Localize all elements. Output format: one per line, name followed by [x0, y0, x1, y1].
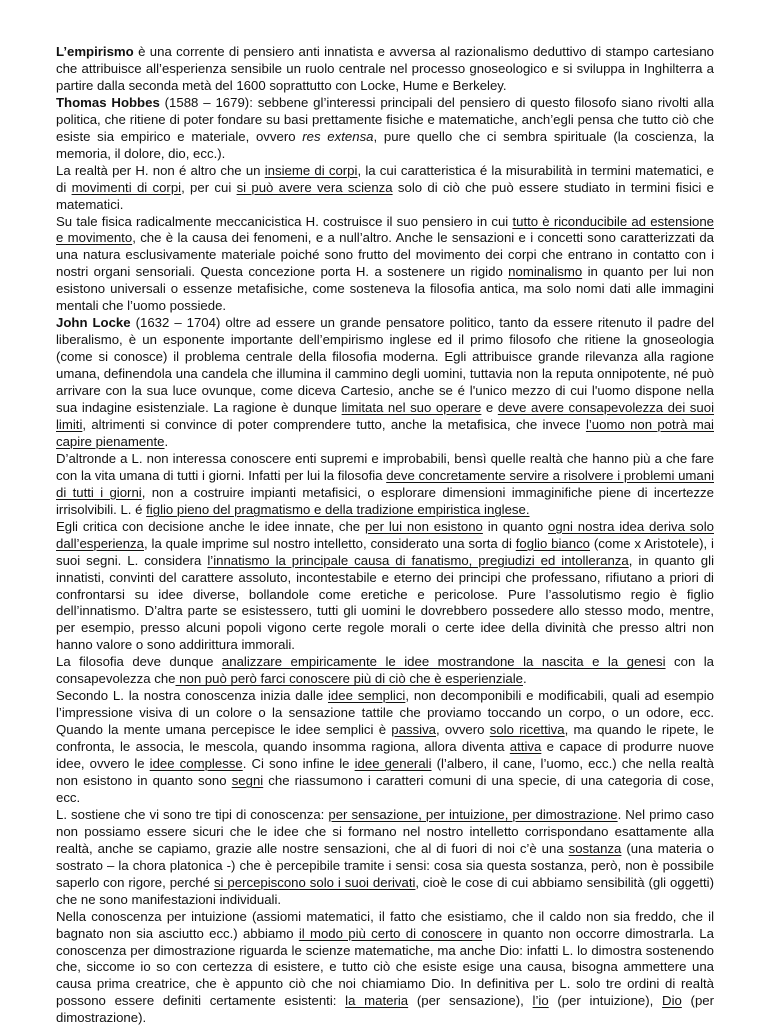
paragraph-locke-idee: Secondo L. la nostra conoscenza inizia dalle idee semplici, non decomponibili e modificabili, quali ad esempio l’impressione visiva di un colore o la sensazione tattile che proviamo toccando un corpo, o un odore, ecc. Quando la mente umana percepisce le idee semplici è passiva, ovvero solo ricettiva, ma quando le ripete, le confronta, le associa, le mescola, quando insomma ragiona, allora diventa attiva e capace di produrre nuove idee, ovvero le idee complesse. Ci sono infine le idee generali (l’albero, il cane, l’uomo, ecc.) che nella realtà non esistono in quanto sono segni che riassumono i caratteri comuni di una specie, di una categoria di cose, ecc. [56, 688, 715, 805]
underlined-phrase: movimenti di corpi [71, 179, 182, 195]
underlined-phrase: sostanza [568, 840, 622, 856]
document-page [56, 44, 714, 1027]
term-empirismo: L’empirismo [56, 44, 134, 59]
underlined-phrase: la materia [345, 993, 409, 1009]
underlined-phrase: Dio [662, 993, 682, 1009]
underlined-phrase: l’io [532, 993, 549, 1009]
underlined-phrase: idee generali [354, 756, 432, 772]
underlined-phrase: tutto è riconducibile ad estensione e movimento [56, 213, 714, 246]
underlined-phrase: ogni nostra idea deriva solo dall’esperienza [56, 518, 714, 551]
paragraph-locke-filosofia: D’altronde a L. non interessa conoscere enti supremi e improbabili, bensì quelle realtà che hanno più a che fare con la vita umana di tutti i giorni. Infatti per lui la filosofia deve concretamente servire a risolvere i problemi umani di tutti i giorni, non a costruire impianti metafisici, o esplorare dimensioni immaginifiche piene di incertezze irrisolvibili. L. é figlio pieno del pragmatismo e della tradizione empiristica inglese. [56, 450, 714, 517]
underlined-phrase: idee complesse [149, 756, 243, 772]
underlined-phrase: l’innatismo la principale causa di fanatismo, pregiudizi ed intolleranza [207, 552, 629, 568]
underlined-phrase: insieme di corpi [264, 162, 358, 178]
name-thomas-hobbes: Thomas Hobbes [56, 94, 160, 110]
term-res-extensa: res extensa [302, 128, 374, 144]
underlined-phrase: passiva [391, 722, 436, 738]
underlined-phrase: figlio pieno del pragmatismo e della tradizione empiristica inglese. [146, 501, 530, 517]
underlined-phrase: idee semplici [327, 688, 406, 704]
underlined-phrase: deve concretamente servire a risolvere i problemi umani di tutti i giorni [56, 467, 714, 500]
paragraph-empirismo: L’empirismo è una corrente di pensiero anti innatista e avversa al razionalismo deduttivo di stampo cartesiano che attribuisce all’esperienza sensibile un ruolo centrale nel processo gnoseologico e si sviluppa in Inghilterra a partire dalla seconda metà del 1600 soprattutto con Locke, Hume e Berkeley. [56, 44, 714, 93]
underlined-phrase: nominalismo [508, 264, 583, 280]
underlined-phrase: il modo più certo di conoscere [298, 925, 483, 941]
underlined-phrase: si percepiscono solo i suoi derivati [213, 874, 416, 890]
name-john-locke: John Locke [56, 315, 131, 331]
underlined-phrase: deve avere consapevolezza dei suoi limiti [56, 400, 715, 432]
underlined-phrase: analizzare empiricamente le idee mostrandone la nascita e la genesi [221, 654, 666, 670]
paragraph-locke-conoscenza: L. sostiene che vi sono tre tipi di conoscenza: per sensazione, per intuizione, per dimostrazione. Nel primo caso non possiamo essere sicuri che le idee che si formano nel nostro intelletto corrispondano esattamente alla realtà, anche se capiamo, grazie alle nostre sensazioni, che al di fuori di noi c’è una sostanza (una materia o sostrato – la chora platonica -) che è percepibile tramite i sensi: cosa sia questa sostanza, però, non è possibile saperlo con rigore, perché si percepiscono solo i suoi derivati, cioè le cose di cui abbiamo sensibilità (gli oggetti) che ne sono manifestazioni individuali. [56, 806, 715, 907]
underlined-phrase: segni [231, 772, 264, 788]
underlined-phrase: solo ricettiva [489, 722, 565, 738]
paragraph-locke-analisi: La filosofia deve dunque analizzare empiricamente le idee mostrandone la nascita e la genesi con la consapevolezza che non può però farci conoscere più di ciò che è esperienziale. [56, 654, 715, 687]
underlined-phrase: limitata nel suo operare [341, 400, 482, 416]
underlined-phrase: si può avere vera scienza [236, 179, 393, 195]
paragraph-hobbes-fisica: Su tale fisica radicalmente meccanicistica H. costruisce il suo pensiero in cui tutto è riconducibile ad estensione e movimento, che è la causa dei fenomeni, e a null’altro. Anche le sensazioni e i concetti sono caratterizzati da una natura esclusivamente materiale poiché sono frutto del movimento dei corpi che entrano in contatto con i nostri organi sensoriali. Questa concezione porta H. a sostenere un rigido nominalismo in quanto per lui non esistono universali o essenze metafisiche, come sosteneva la filosofia antica, ma solo nomi dati alle immagini mentali che l’uomo possiede. [56, 213, 715, 314]
underlined-phrase: attiva [509, 739, 542, 755]
underlined-phrase: per lui non esistono [364, 518, 483, 534]
underlined-phrase: foglio bianco [515, 535, 591, 551]
paragraph-hobbes-intro: Thomas Hobbes (1588 – 1679): sebbene gl’interessi principali del pensiero di questo filosofo siano rivolti alla politica, che ritiene di poter fondare su basi prettamente fisiche e matematiche, anch’egli pensa che tutto ciò che esiste sia empirico e materiale, ovvero res extensa, pure quello che ci sembra spirituale (la coscienza, la memoria, il dolore, dio, ecc.). [56, 94, 714, 161]
underlined-phrase: per sensazione, per intuizione, per dimostrazione [328, 806, 618, 822]
paragraph-locke-innatismo: Egli critica con decisione anche le idee innate, che per lui non esistono in quanto ogni nostra idea deriva solo dall’esperienza, la quale imprime sul nostro intelletto, considerato una sorta di foglio bianco (come x Aristotele), i suoi segni. L. considera l’innatismo la principale causa di fanatismo, pregiudizi ed intolleranza, in quanto gli innatisti, convinti del carattere assoluto, incontestabile e eterno dei principi che professano, rifiutano a priori di confrontarsi su idee diverse, bollandole come eretiche e pericolose. Pure l’assolutismo regio è figlio dell’innatismo. D’altra parte se esistessero, tutti gli uomini le dovrebbero possedere allo stesso modo, mentre, per esempio, presso alcuni popoli vigono certe regole morali o certe idee della divinità che presso altri non hanno valore o sono addirittura immorali. [56, 518, 714, 653]
underlined-phrase: l’uomo non potrà mai capire pienamente [56, 416, 714, 449]
underlined-phrase: non può però farci conoscere più di ciò che è esperienziale [175, 671, 523, 687]
paragraph-locke-intro: John Locke (1632 – 1704) oltre ad essere un grande pensatore politico, tanto da essere ritenuto il padre del liberalismo, è un esponente importante dell’empirismo inglese ed il primo filosofo che ritiene la gnoseologia (come si conosce) il problema centrale della filosofia moderna. Egli attribuisce grande rilevanza alla ragione umana, definendola una candela che illumina il cammino degli uomini, tuttavia non la reputa onnipotente, né può arrivare con la sua luce ovunque, come diceva Cartesio, anche se é l'unico mezzo di cui l'uomo dispone nella sua indagine esistenziale. La ragione è dunque limitata nel suo operare e deve avere consapevolezza dei suoi limiti, altrimenti si convince di poter comprendere tutto, anche la metafisica, che invece l’uomo non potrà mai capire pienamente. [56, 315, 715, 449]
paragraph-hobbes-realta: La realtà per H. non é altro che un insieme di corpi, la cui caratteristica é la misurabilità in termini matematici, e di movimenti di corpi, per cui si può avere vera scienza solo di ciò che può essere studiato in termini fisici e matematici. [56, 162, 714, 212]
paragraph-locke-intuizione: Nella conoscenza per intuizione (assiomi matematici, il fatto che esistiamo, che il caldo non sia freddo, che il bagnato non sia asciutto ecc.) abbiamo il modo più certo di conoscere in quanto non occorre dimostrarla. La conoscenza per dimostrazione riguarda le scienze matematiche, ma anche Dio: infatti L. lo dimostra sostenendo che, siccome io so con certezza di esistere, e tutto ciò che esiste esige una causa, bisogna ammettere una causa prima creatrice, che è appunto ciò che noi chiamiamo Dio. In definitiva per L. solo tre ordini di realtà possono essere definiti certamente esistenti: la materia (per sensazione), l’io (per intuizione), Dio (per dimostrazione). [56, 908, 715, 1026]
